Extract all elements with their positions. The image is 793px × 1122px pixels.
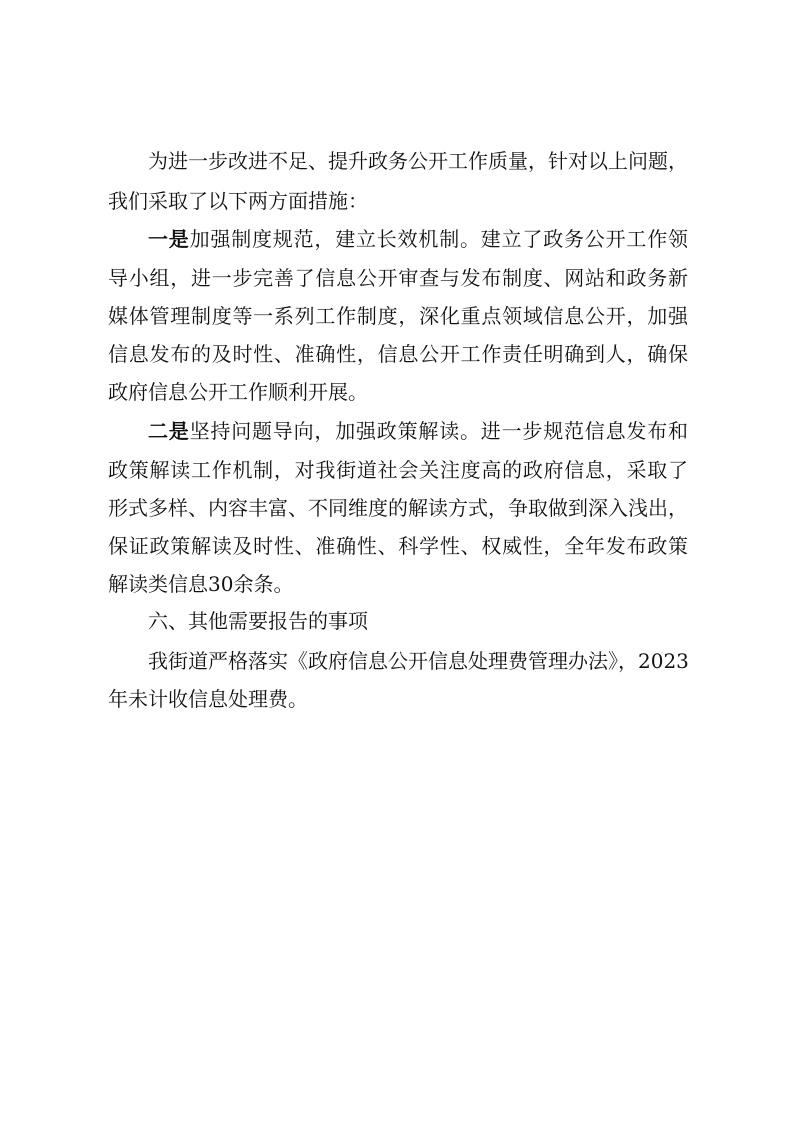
paragraph-2-text: 加强制度规范，建立长效机制。建立了政务公开工作领 bbox=[189, 227, 689, 251]
paragraph-2-line-1 bbox=[148, 222, 688, 256]
paragraph-4-line-1: 我街道严格落实《政府信息公开信息处理费管理办法》，2023 bbox=[148, 649, 689, 673]
paragraph-1-line-2: 我们采取了以下两方面措施： bbox=[108, 189, 368, 213]
paragraph-2-line-4: 信息发布的及时性、准确性，信息公开工作责任明确到人，确保 bbox=[108, 342, 688, 366]
paragraph-3-line-5: 解读类信息30余条。 bbox=[108, 572, 294, 596]
paragraph-3-line-2: 政策解读工作机制，对我街道社会关注度高的政府信息，采取了 bbox=[108, 458, 688, 482]
paragraph-4-line-2: 年未计收信息处理费。 bbox=[108, 687, 308, 711]
paragraph-3-text: 坚持问题导向，加强政策解读。进一步规范信息发布和 bbox=[189, 419, 689, 443]
paragraph-2-line-2: 导小组，进一步完善了信息公开审查与发布制度、网站和政务新 bbox=[108, 266, 688, 290]
paragraph-2-lead: 一是 bbox=[148, 227, 190, 251]
paragraph-1-line-1: 为进一步改进不足、提升政务公开工作质量，针对以上问题， bbox=[148, 149, 688, 173]
paragraph-2-line-3: 媒体管理制度等一系列工作制度，深化重点领域信息公开，加强 bbox=[108, 304, 688, 328]
paragraph-2-line-5: 政府信息公开工作顺利开展。 bbox=[108, 380, 368, 404]
paragraph-3-line-3: 形式多样、内容丰富、不同维度的解读方式，争取做到深入浅出， bbox=[108, 496, 688, 520]
section-heading: 六、其他需要报告的事项 bbox=[148, 609, 368, 633]
paragraph-3-lead: 二是 bbox=[148, 419, 190, 443]
paragraph-3-line-1 bbox=[148, 414, 688, 448]
paragraph-3-line-4: 保证政策解读及时性、准确性、科学性、权威性，全年发布政策 bbox=[108, 534, 688, 558]
